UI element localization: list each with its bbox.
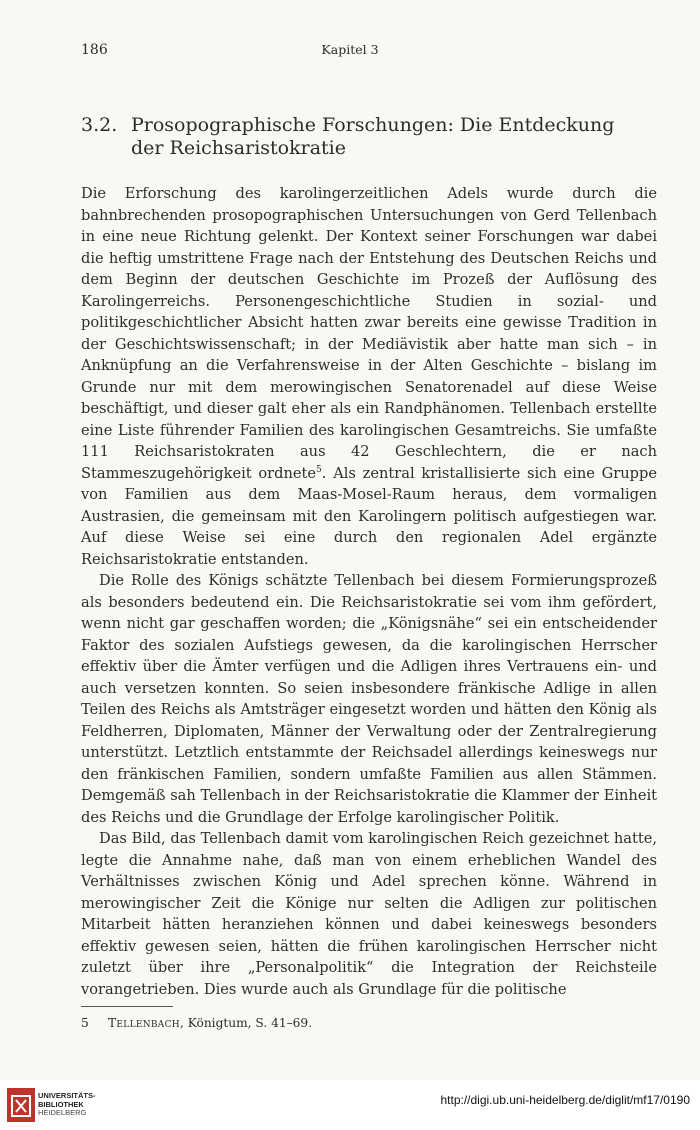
running-title: Kapitel 3 [321,42,379,57]
paragraph-1 [81,183,657,570]
paragraph-2: Die Rolle des Königs schätzte Tellenbach bei diesem Formierungsprozeß als besonders bedeutend ein. Die Reichsaristokratie sei vom ihm gefördert, wenn nicht gar geschaffen worden; die „Königsnähe“ sei ein entscheidender Faktor des sozialen Aufstiegs gewesen, da die karolingischen Herrscher effektiv über die Ämter verfügen und die Adligen ihres Vertrauens ein- und auch versetzen konnten. So seien insbesondere fränkische Adlige in allen Teilen des Reichs als Amtsträger eingesetzt worden und hätten den König als Feldherren, Diplomaten, Männer der Verwaltung oder der Zentralregierung unterstützt. Letztlich entstammte der Reichsadel allerdings keineswegs nur den fränkischen Familien, sondern umfaßte Familien aus allen Stämmen. Demgemäß sah Tellenbach in der Reichsaristokratie die Klammer der Einheit des Reichs und die Grundlage der Erfolge karolingischer Politik. [81,572,657,826]
footnote [81,1016,312,1030]
library-line-1: UNIVERSITÄTS- [38,1091,96,1100]
body-text [81,183,657,1000]
paragraph-1-after: . Als zentral kristallisierte sich eine Gruppe von Familien aus dem Maas-Mosel-Raum heraus, dem vormaligen Austrasien, die gemeinsam mit den Karolingern politisch aufgestiegen war. Auf diese Weise sei eine durch den regionalen Adel ergänzte Reichsaristokratie entstanden. [81,464,657,568]
paragraph-3: Das Bild, das Tellenbach damit vom karolingischen Reich gezeichnet hatte, legte die Annahme nahe, daß man von einem erheblichen Wandel des Verhältnisses zwischen König und Adel sprechen könne. Während in merowingischer Zeit die Könige nur selten die Adligen zur politischen Mitarbeit hätten heranziehen können und dabei keineswegs besonders effektiv gewesen seien, hätten die frühen karolingischen Herrscher nicht zuletzt über ihre „Personalpolitik“ die Integration der Reichsteile vorangetrieben. Dies wurde auch als Grundlage für die politische [81,830,657,998]
section-title: Prosopographische Forschungen: Die Entdeckung der Reichsaristokratie [131,114,615,159]
page-number: 186 [81,42,108,58]
footnote-ref[interactable]: 5 [316,464,322,475]
library-line-2: BIBLIOTHEK [38,1099,84,1109]
library-logo-icon [7,1088,35,1122]
footnote-divider [81,1006,173,1007]
paragraph-1-before: Die Erforschung des karolingerzeitlichen Adels wurde durch die bahnbrechenden prosopographischen Untersuchungen von Gerd Tellenbach in eine neue Richtung gelenkt. Der Kontext seiner Forschungen war dabei die heftig umstrittene Frage nach der Entstehung des Deutschen Reichs und dem Beginn der deutschen Geschichte im Prozeß der Auflösung des Karolingerreichs. Personengeschichtliche Studien in sozial- und politikgeschichtlicher Absicht hatten zwar bereits eine gewisse Tradition in der Geschichtswissenschaft; in der Mediävistik aber hatte man sich – in Anknüpfung an die Verfahrensweise in der Alten Geschichte – bislang im Grunde nur mit dem merowingischen Senatorenadel auf diese Weise beschäftigt, und dieser galt eher als ein Randphänomen. Tellenbach erstellte eine Liste führender Familien des karolingischen Gesamtreichs. Sie umfaßte 111 Reichsaristokraten aus 42 Geschlechtern, die er nach Stammeszugehörigkeit ordnete [81,185,657,482]
section-number: 3.2. [81,114,118,136]
source-url-link[interactable]: http://digi.ub.uni-heidelberg.de/diglit/mf17/0190 [440,1093,690,1107]
footnote-number: 5 [81,1016,89,1030]
footnote-text: , Königtum, S. 41–69. [179,1016,313,1030]
library-line-3: HEIDELBERG [38,1108,87,1117]
library-name [38,1092,96,1118]
footnote-author: Tellenbach [108,1016,180,1030]
